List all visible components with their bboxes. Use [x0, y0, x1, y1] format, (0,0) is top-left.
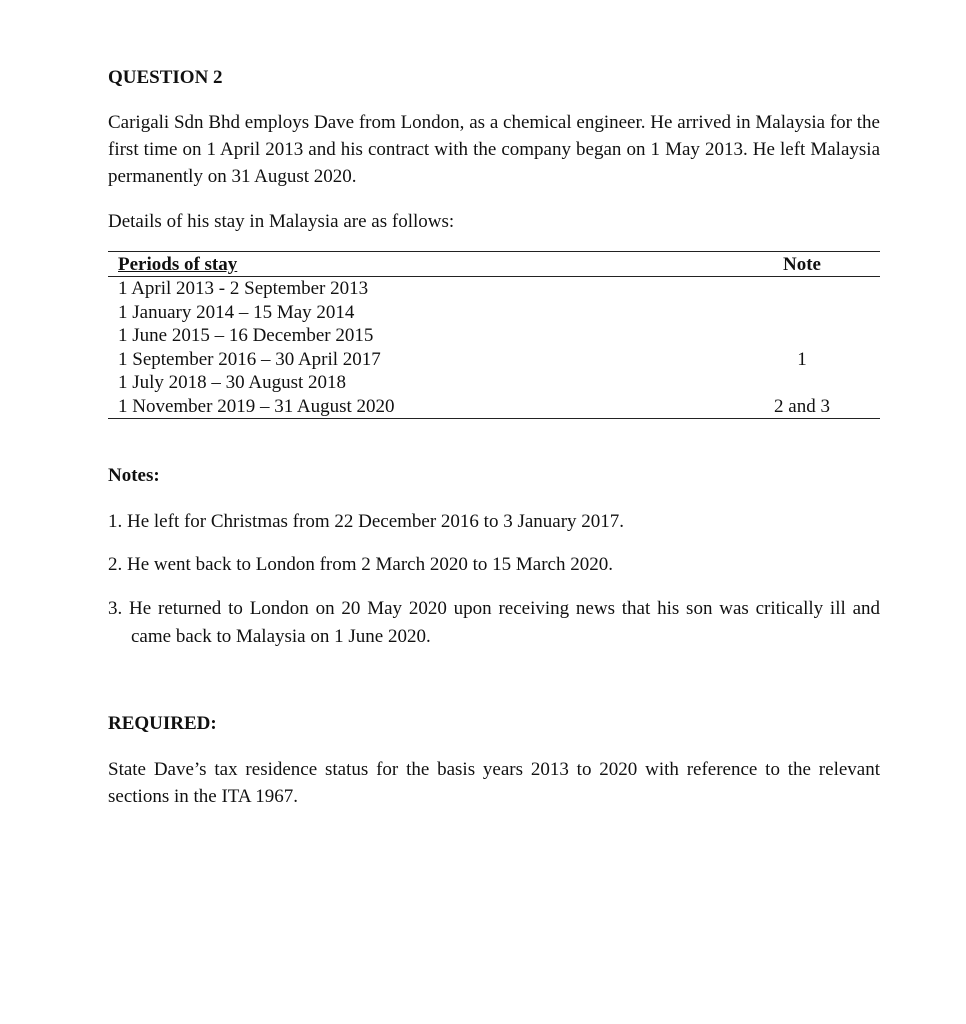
period-cell: 1 September 2016 – 30 April 2017 [118, 348, 381, 370]
required-heading: REQUIRED: [108, 713, 217, 734]
period-cell: 1 January 2014 – 15 May 2014 [118, 301, 355, 323]
table-header-row [108, 252, 880, 277]
details-intro-paragraph: Details of his stay in Malaysia are as follows: [108, 211, 455, 232]
required-paragraph: State Dave’s tax residence status for the basis years 2013 to 2020 with reference to the relevant sections in the ITA 1967. [108, 759, 880, 807]
note-item: 3. He returned to London on 20 May 2020 upon receiving news that his son was critically ill and came back to Malaysia on 1 June 2020. [108, 598, 880, 647]
period-cell: 1 November 2019 – 31 August 2020 [118, 395, 395, 417]
periods-of-stay-table [108, 251, 880, 419]
table-row [108, 324, 880, 348]
note-item: 2. He went back to London from 2 March 2020 to 15 March 2020. [108, 554, 613, 575]
table-row [108, 371, 880, 395]
header-note: Note [783, 254, 821, 275]
period-cell: 1 July 2018 – 30 August 2018 [118, 372, 347, 393]
notes-heading: Notes: [108, 465, 160, 486]
table-row [108, 301, 880, 325]
period-cell: 1 April 2013 - 2 September 2013 [118, 278, 369, 299]
question-heading: QUESTION 2 [108, 67, 223, 88]
note-cell [724, 277, 880, 301]
table-row [108, 395, 880, 419]
intro-paragraph: Carigali Sdn Bhd employs Dave from London, as a chemical engineer. He arrived in Malaysia for the first time on 1 April 2013 and his contract with the company began on 1 May 2013. He left Malaysia permanently on 31 August 2020. [108, 112, 880, 187]
table-row [108, 277, 880, 301]
header-periods-of-stay: Periods of stay [118, 254, 238, 275]
note-cell [724, 371, 880, 395]
note-cell [724, 324, 880, 348]
note-cell [724, 301, 880, 325]
table-row [108, 348, 880, 372]
note-cell: 2 and 3 [774, 395, 830, 417]
note-cell: 1 [797, 348, 807, 370]
note-item: 1. He left for Christmas from 22 December 2016 to 3 January 2017. [108, 511, 625, 532]
period-cell: 1 June 2015 – 16 December 2015 [118, 325, 374, 346]
